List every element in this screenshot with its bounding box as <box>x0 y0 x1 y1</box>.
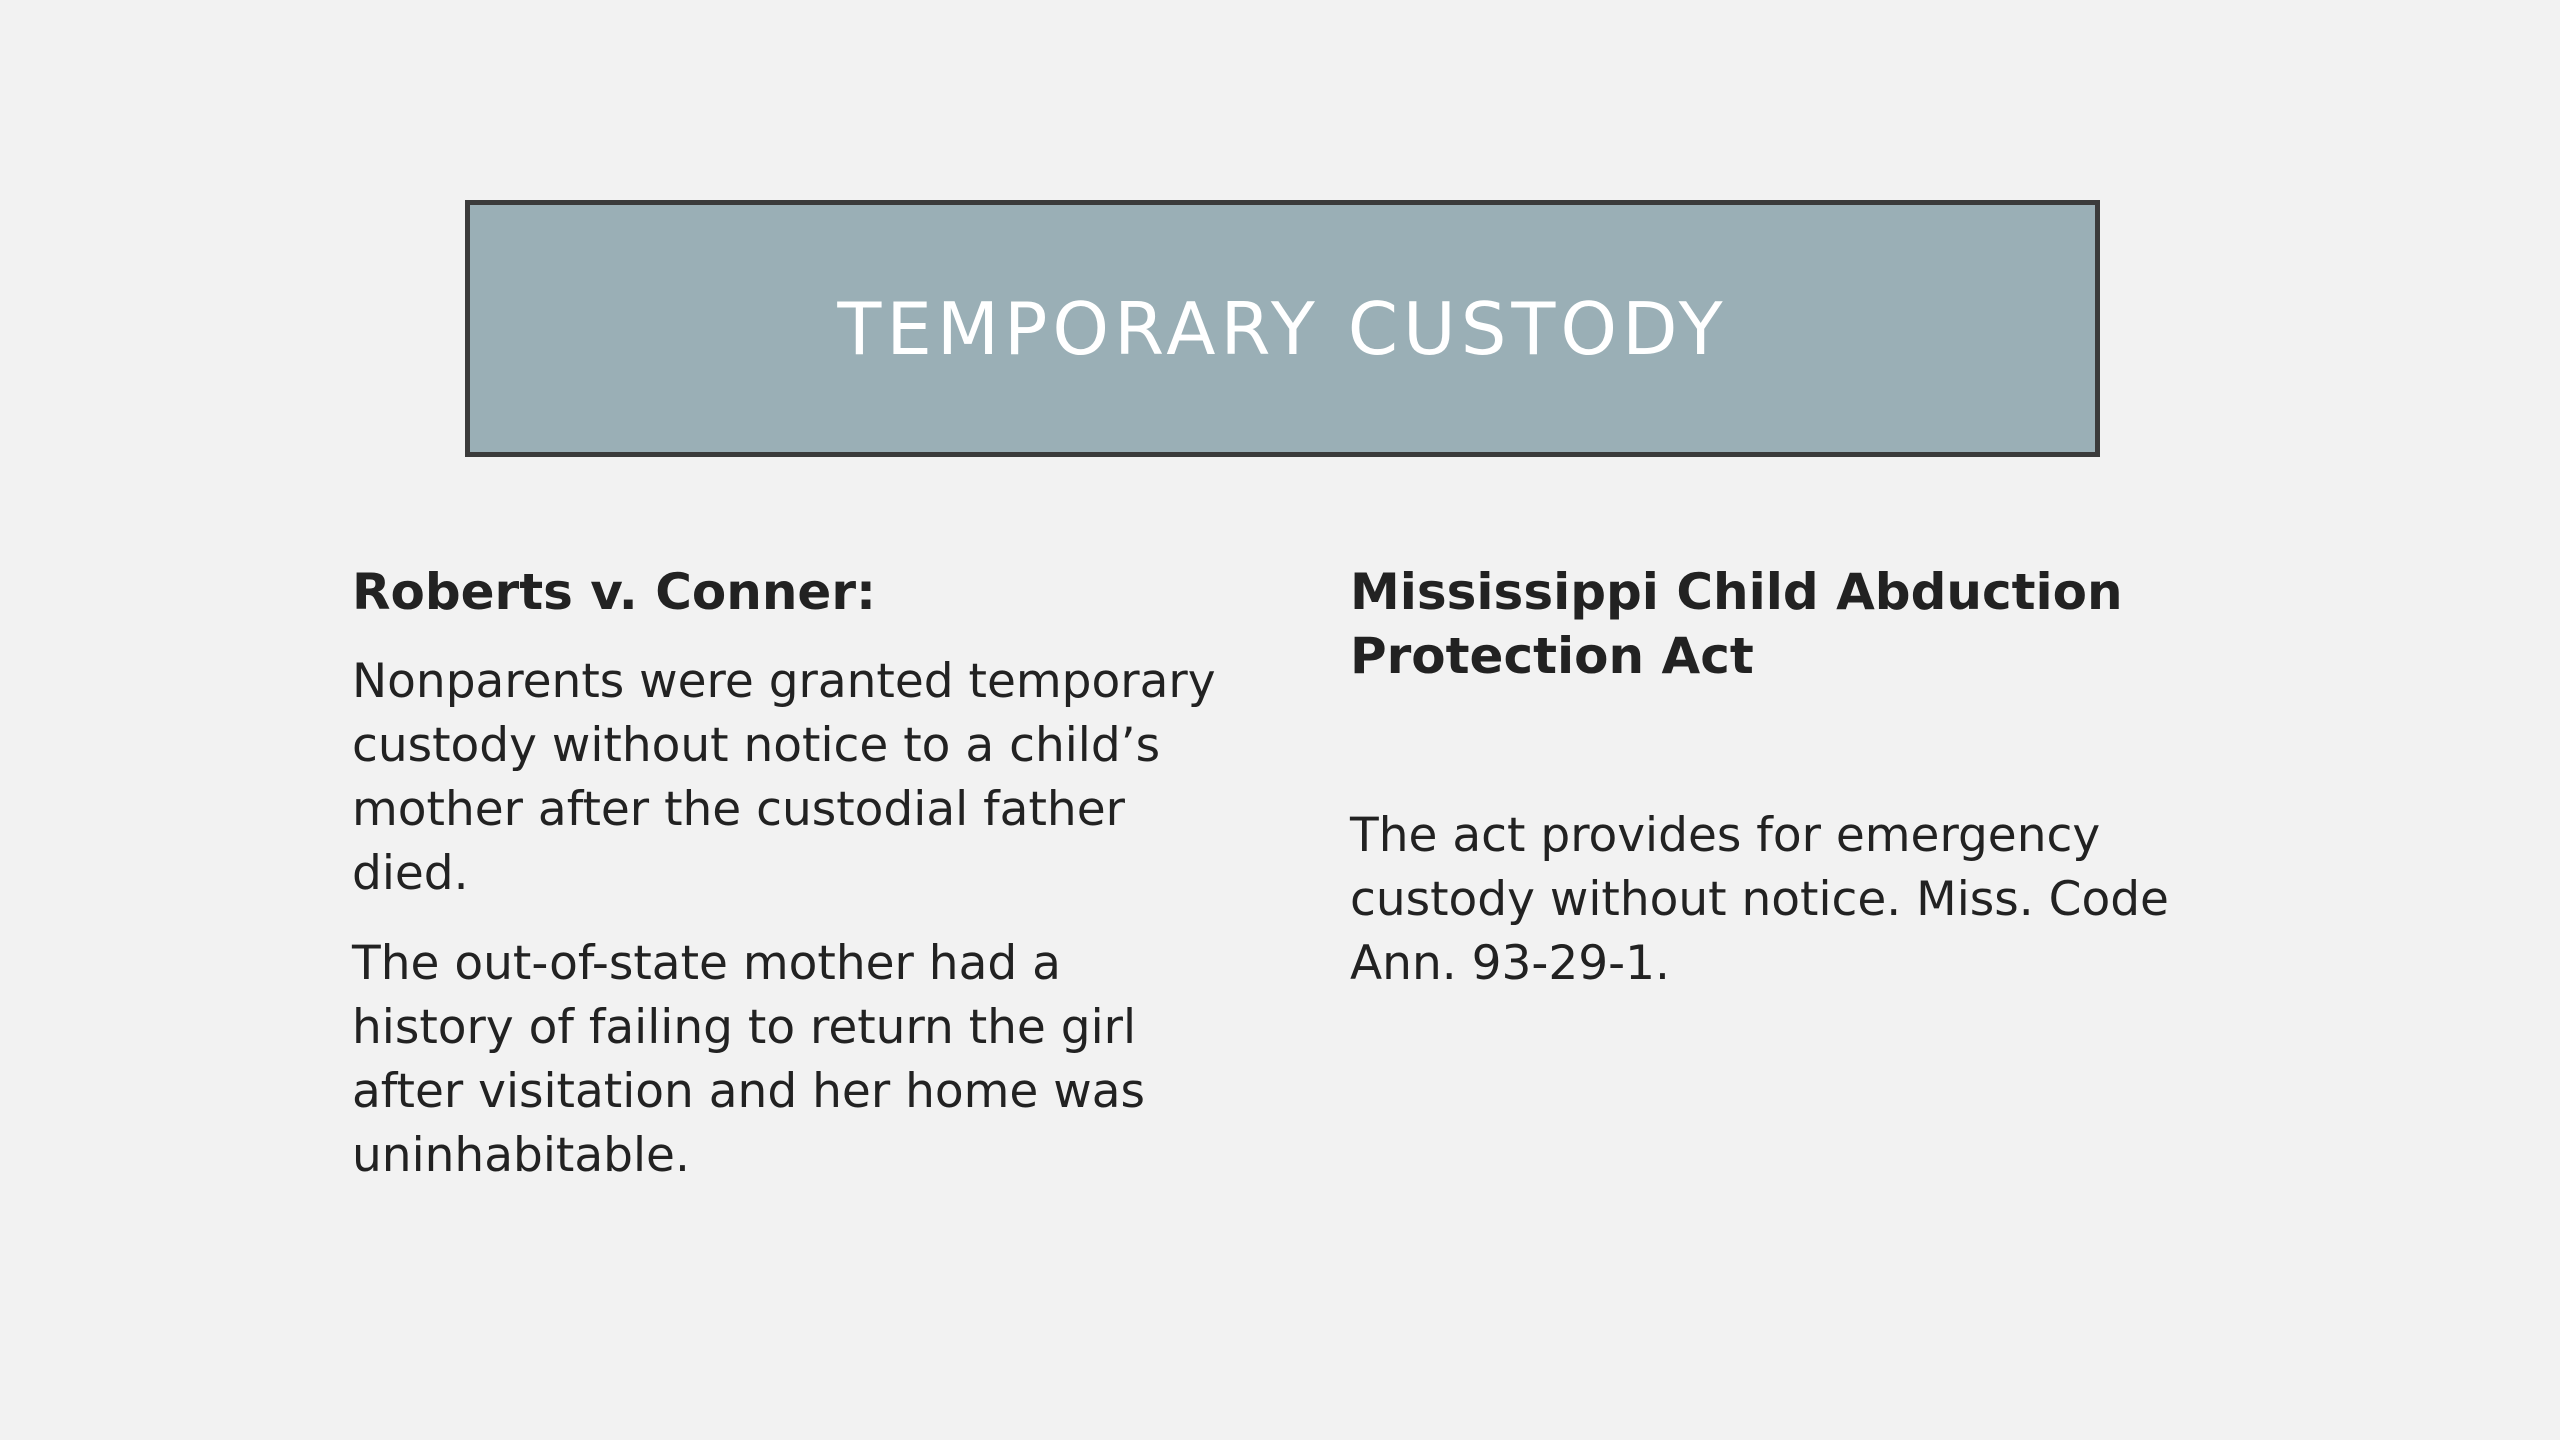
title-banner <box>465 200 2100 457</box>
left-paragraph-2: The out-of-state mother had a history of failing to return the girl after visitation and her home was uninhabitable. <box>352 936 1145 1183</box>
left-paragraph-1: Nonparents were granted temporary custody without notice to a child’s mother after the custodial father died. <box>352 654 1216 901</box>
right-column <box>1350 560 2230 996</box>
slide-title: TEMPORARY CUSTODY <box>837 286 1728 371</box>
right-heading: Mississippi Child Abduction Protection Act <box>1350 563 2123 685</box>
left-heading: Roberts v. Conner: <box>352 563 876 621</box>
right-paragraph-1: The act provides for emergency custody without notice. Miss. Code Ann. 93-29-1. <box>1350 808 2169 991</box>
left-column <box>352 560 1232 1188</box>
